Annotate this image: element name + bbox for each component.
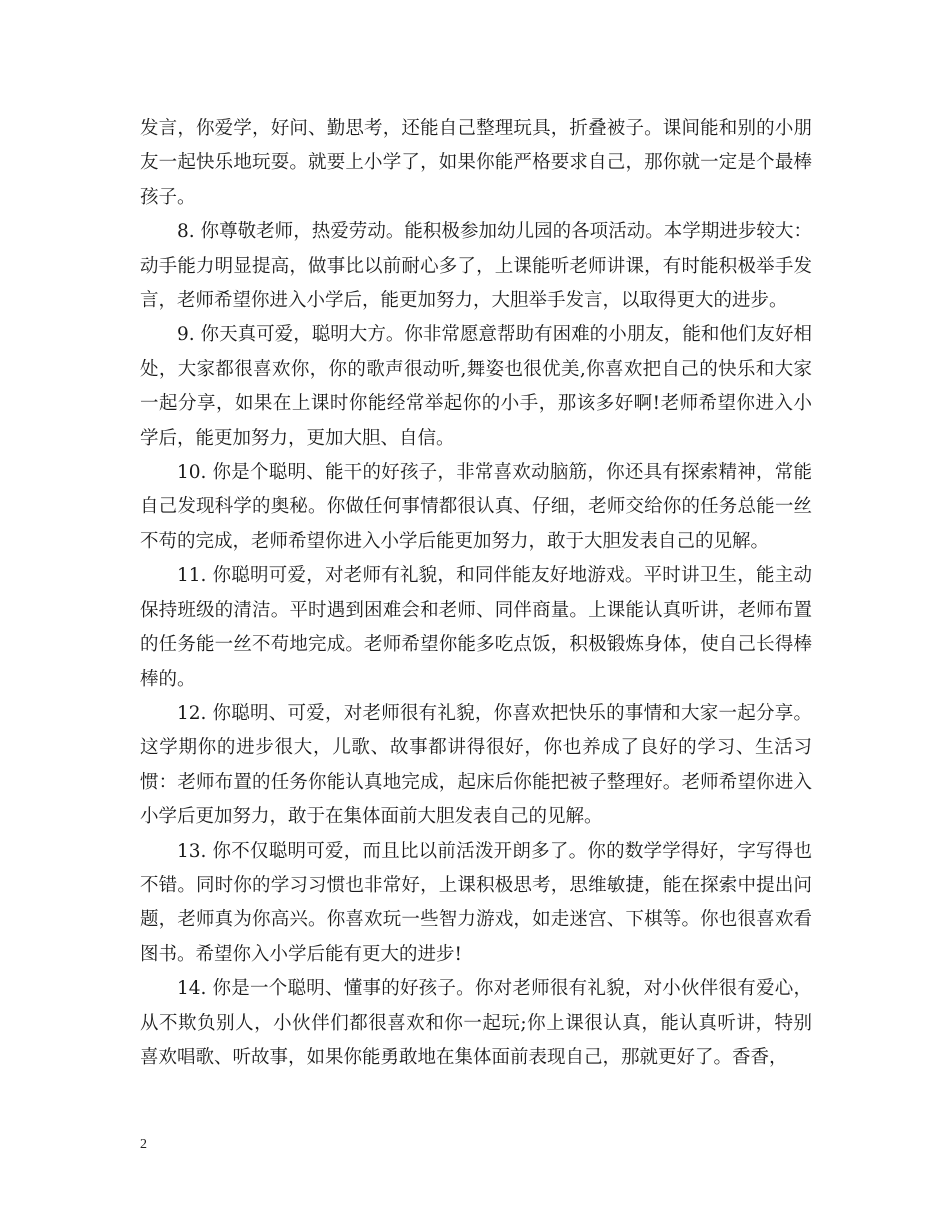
paragraph-item-8: 8. 你尊敬老师，热爱劳动。能积极参加幼儿园的各项活动。本学期进步较大：动手能力明显提高，做事比以前耐心多了，上课能听老师讲课，有时能积极举手发言，老师希望你进入小学后，能更加努力，大胆举手发言，以取得更大的进步。	[140, 221, 812, 312]
paragraph-item-14: 14. 你是一个聪明、懂事的好孩子。你对老师很有礼貌，对小伙伴很有爱心，从不欺负别人，小伙伴们都很喜欢和你一起玩;你上课很认真，能认真听讲，特别喜欢唱歌、听故事，如果你能勇敢地在集体面前表现自己，那就更好了。香香，	[140, 978, 812, 1068]
paragraph-item-11: 11. 你聪明可爱，对老师有礼貌，和同伴能友好地游戏。平时讲卫生，能主动保持班级的清洁。平时遇到困难会和老师、同伴商量。上课能认真听讲，老师布置的任务能一丝不苟地完成。老师希望你能多吃点饭，积极锻炼身体，使自己长得棒棒的。	[140, 565, 812, 690]
paragraph-item-10: 10. 你是个聪明、能干的好孩子，非常喜欢动脑筋，你还具有探索精神，常能自己发现科学的奥秘。你做任何事情都很认真、仔细，老师交给你的任务总能一丝不苟的完成，老师希望你进入小学后能更加努力，敢于大胆发表自己的见解。	[140, 462, 812, 552]
paragraph-item-9: 9. 你天真可爱，聪明大方。你非常愿意帮助有困难的小朋友，能和他们友好相处，大家都很喜欢你，你的歌声很动听,舞姿也很优美,你喜欢把自己的快乐和大家一起分享，如果在上课时你能经常举起你的小手，那该多好啊!老师希望你进入小学后，能更加努力，更加大胆、自信。	[140, 324, 813, 449]
paragraph-continued: 发言，你爱学，好问、勤思考，还能自己整理玩具，折叠被子。课间能和别的小朋友一起快乐地玩耍。就要上小学了，如果你能严格要求自己，那你就一定是个最棒孩子。	[140, 118, 812, 208]
paragraph-item-12: 12. 你聪明、可爱，对老师很有礼貌，你喜欢把快乐的事情和大家一起分享。这学期你的进步很大，儿歌、故事都讲得很好，你也养成了良好的学习、生活习惯：老师布置的任务你能认真地完成，起床后你能把被子整理好。老师希望你进入小学后更加努力，敢于在集体面前大胆发表自己的见解。	[140, 702, 812, 828]
page-number: 2	[140, 1137, 147, 1152]
paragraph-item-13: 13. 你不仅聪明可爱，而且比以前活泼开朗多了。你的数学学得好，字写得也不错。同时你的学习习惯也非常好，上课积极思考，思维敏捷，能在探索中提出问题，老师真为你高兴。你喜欢玩一些智力游戏，如走迷宫、下棋等。你也很喜欢看图书。希望你入小学后能有更大的进步!	[140, 840, 812, 965]
document-body	[140, 112, 812, 1075]
